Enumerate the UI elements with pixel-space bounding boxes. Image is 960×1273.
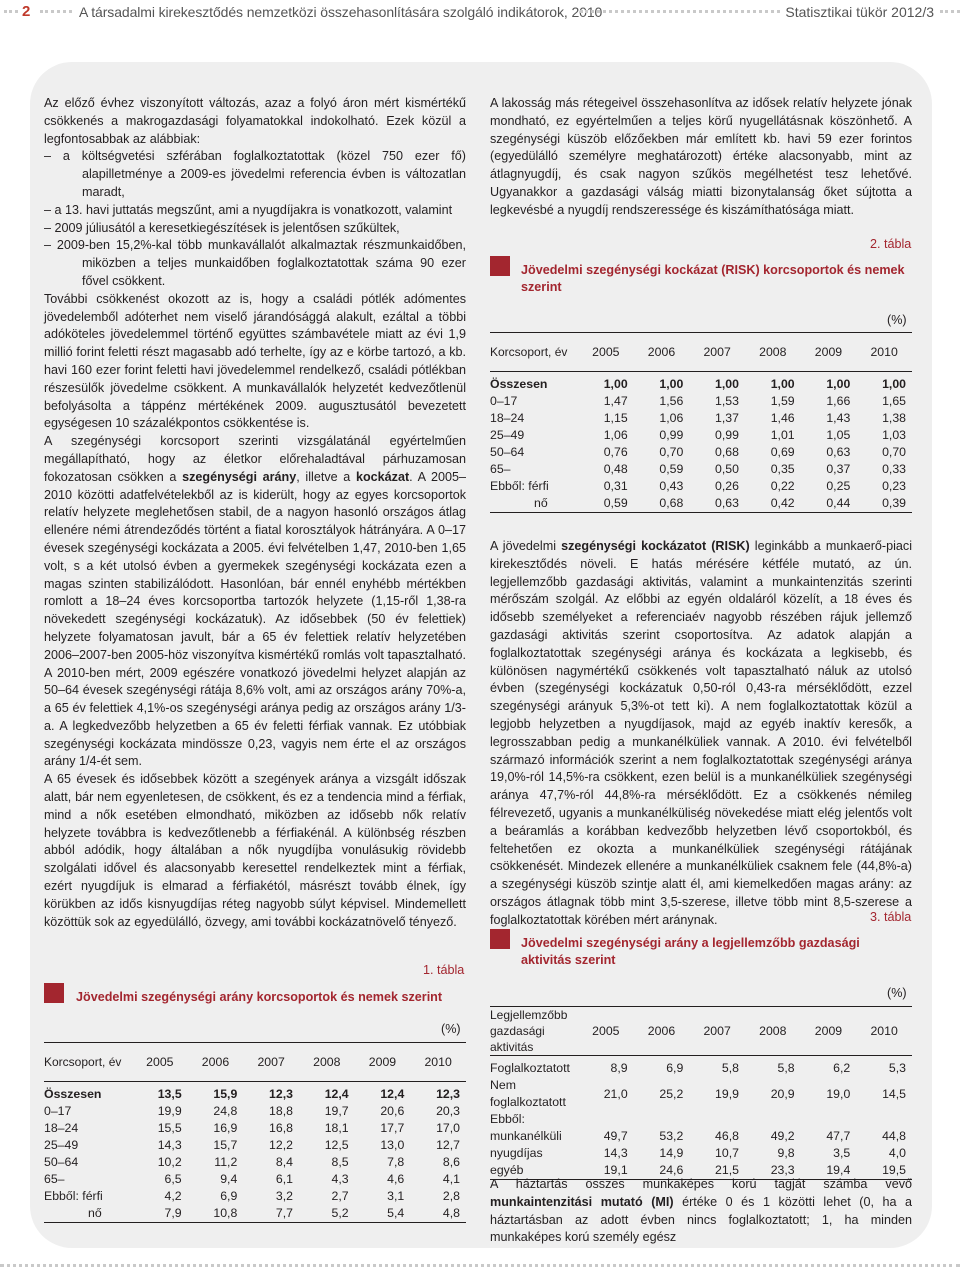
table-cell: 6,2 xyxy=(833,1061,851,1075)
table-title: Jövedelmi szegénységi arány a legjellemzőbb gazdasági aktivitás szerint xyxy=(521,936,860,967)
table-cell: 10,2 xyxy=(157,1155,182,1169)
column-header: 2009 xyxy=(355,1043,411,1082)
table-row xyxy=(490,1128,912,1145)
table-cell: 13,5 xyxy=(157,1087,182,1101)
row-label: 18–24 xyxy=(490,411,525,425)
table-cell: 1,05 xyxy=(826,428,851,442)
column-header: 2008 xyxy=(745,333,801,372)
table-cell: 0,33 xyxy=(882,462,906,476)
table-cell: 4,3 xyxy=(331,1172,349,1186)
table-cell: 1,65 xyxy=(882,394,906,408)
table-row xyxy=(490,495,912,513)
table-cell: 5,4 xyxy=(355,1205,411,1223)
table-cell: 0,76 xyxy=(603,445,628,459)
table-row xyxy=(44,1137,466,1154)
table-cell: 1,01 xyxy=(770,428,795,442)
table-cell: 0,50 xyxy=(715,462,739,476)
paragraph: A 65 évesek és idősebbek között a szegények aránya a vizsgált időszak alatt, bár nem egyenletesen, de csökkent, és ez a tendencia mind a férfiak, mind a nők esetében elmondható, miközben az idősebb nők relatív helyzete továbbra is kedvezőtlenebb a férfiakénál. A különbség részben abból adódik, hogy általában a nők nyugdíjba vonulásukig rövidebb szolgálati idővel és alacsonyabb keresettel rendelkeztek mint a férfiak, ezért nyugdíjuk is elmarad a férfiakétól, másrészt tovább élnek, így körükben az idős kisnyugdíjas réteg nagyobb súlyt képvisel. Mindemellett közöttük sok az egyedülálló, özvegy, ami további kockázatnövelő tényező. xyxy=(44,772,466,929)
table-cell: 16,8 xyxy=(269,1121,293,1135)
table-header-row xyxy=(44,1043,466,1082)
table-cell xyxy=(634,1111,690,1128)
table-cell xyxy=(578,1111,634,1128)
right-column-middle xyxy=(490,538,912,930)
table-cell: 12,2 xyxy=(269,1138,293,1152)
table-row xyxy=(490,393,912,410)
table-row xyxy=(44,1188,466,1205)
table-cell: 8,5 xyxy=(331,1155,349,1169)
table-cell: 7,9 xyxy=(132,1205,188,1223)
table-cell: 19,9 xyxy=(157,1104,182,1118)
table-cell: 18,8 xyxy=(269,1104,293,1118)
table-cell: 15,5 xyxy=(157,1121,182,1135)
table-cell: 5,8 xyxy=(721,1061,739,1075)
table-cell: 24,6 xyxy=(634,1162,690,1180)
table-cell: 14,3 xyxy=(603,1146,628,1160)
table-cell: 1,66 xyxy=(826,394,851,408)
left-column xyxy=(44,95,466,931)
table-cell: 16,9 xyxy=(213,1121,238,1135)
table-cell: 2,7 xyxy=(331,1189,349,1203)
paragraph: Az előző évhez viszonyított változás, azaz a folyó áron mért kismértékű csökkenés a makrogazdasági folyamatokkal indokolható. Ezek közül a legfontosabbak az alábbiak: xyxy=(44,96,466,146)
table-cell xyxy=(801,1111,857,1128)
table-cell: 1,00 xyxy=(659,377,684,391)
table-row xyxy=(44,1205,466,1223)
table-cell: 1,03 xyxy=(882,428,906,442)
table-cell: 4,8 xyxy=(410,1205,466,1223)
row-label: Ebből: férfi xyxy=(44,1189,103,1203)
column-header: 2007 xyxy=(243,1043,299,1082)
table-cell: 0,23 xyxy=(882,479,906,493)
column-header: 2010 xyxy=(856,333,912,372)
row-label: nyugdíjas xyxy=(490,1146,543,1160)
table-cell: 0,25 xyxy=(826,479,851,493)
table-row xyxy=(44,1154,466,1171)
table-cell: 0,68 xyxy=(634,495,690,513)
table-cell xyxy=(689,1111,745,1128)
table-cell: 0,26 xyxy=(715,479,739,493)
table-header-row xyxy=(490,333,912,372)
paragraph: A jövedelmi szegénységi kockázatot (RISK) leginkább a munkaerő-piaci kirekesztődés növeli. E hatás mérésére kétféle mutató, az ún. legjellemzőbb gazdasági aktivitás, valamint a munkaintenzitás szerinti mérőszám szolgál. Az előbbi az egyén oldaláról közelít, a 18 éves és idősebb személyeket a referenciaév nagyobb részében rájuk jellemző gazdasági aktivitás szerint csoportosítva. Az adatok alapján a foglalkoztatottak szegénységi aránya és kockázata a legkisebb, és különösen nagymértékű csökkenés volt tapasztalható náluk az utolsó évben (szegénységi kockázatuk 0,50-ról 0,43-ra mérséklődött, ezzel szegénységi arányuk 5,3%-ot tett ki). A nem foglalkoztatottak közül a legjobb helyzetben a nyugdíjasok, majd az egyéb inaktív keresők, a legrosszabban pedig a munkanélküliek vannak. A 2010. évi felvételből származó információk szerint a nem foglalkoztatottak szegénységi aránya 19,0%-ról 14,5%-ra csökkent, ezen belül is a munkanélküliek szegénységi aránya 47,7%-ról 44,8%-ra mérséklődött. Ez a csökkenés némileg félrevezető, ugyanis a munkanélküliség növekedése miatt elég jelentős volt a beáramlás a korábban kedvezőbb helyzetben lévő csoportokból, és feltehetően ez okozta a munkanélküliek szegénységi rátájának csökkenését. Mindezek ellenére a munkanélküliek csaknem fele (44,8%-a) a szegénységi küszöb szintje alatt él, ami kiemelkedően magas arány: az országos átlagnak több mint 3,5-szerese, illetve több mint 8,5-szerese a foglalkoztatottak körében mért aránynak. xyxy=(490,539,912,927)
table-cell: 23,3 xyxy=(745,1162,801,1180)
column-header: 2007 xyxy=(689,333,745,372)
page-number: 2 xyxy=(22,3,31,20)
table-cell: 19,5 xyxy=(856,1162,912,1180)
table-cell: 6,9 xyxy=(220,1189,238,1203)
data-table xyxy=(490,1006,912,1180)
table-cell: 3,5 xyxy=(833,1146,851,1160)
table-number: 1. tábla xyxy=(423,963,465,977)
bullet-item: – 2009-ben 15,2%-kal több munkavállalót alkalmaztak részmunkaidőben, miközben a teljes munkaidőben foglalkoztatottak száma 90 ezer fővel csökkent. xyxy=(44,238,466,288)
table-cell: 6,5 xyxy=(164,1172,182,1186)
table-cell: 0,42 xyxy=(745,495,801,513)
table-cell: 7,7 xyxy=(243,1205,299,1223)
table-cell: 0,63 xyxy=(826,445,851,459)
table-cell: 1,59 xyxy=(770,394,795,408)
table-total-row xyxy=(490,376,912,393)
table-cell: 47,7 xyxy=(826,1129,851,1143)
table-cell: 49,7 xyxy=(603,1129,628,1143)
table-cell: 10,8 xyxy=(188,1205,244,1223)
table-cell: 25,2 xyxy=(659,1086,684,1101)
bullet-item: – a 13. havi juttatás megszűnt, ami a nyugdíjakra is vonatkozott, valamint xyxy=(44,202,453,217)
table-marker xyxy=(490,256,510,276)
table-unit: (%) xyxy=(887,986,907,1000)
table-cell: 11,2 xyxy=(214,1155,238,1169)
table-cell xyxy=(745,1111,801,1128)
column-header: 2008 xyxy=(299,1043,355,1082)
row-label: 50–64 xyxy=(490,445,525,459)
table-row xyxy=(490,410,912,427)
table-cell: 17,0 xyxy=(436,1121,460,1135)
table-cell: 20,9 xyxy=(770,1086,795,1101)
table-unit: (%) xyxy=(887,313,907,327)
table-cell: 1,56 xyxy=(659,394,684,408)
column-header: 2007 xyxy=(689,1007,745,1056)
table-row xyxy=(44,1103,466,1120)
row-label: Összesen xyxy=(490,377,548,391)
table-cell: 0,37 xyxy=(826,462,851,476)
table-cell: 12,3 xyxy=(269,1087,293,1101)
table-header-row xyxy=(490,1007,912,1056)
table-cell: 0,63 xyxy=(689,495,745,513)
table-cell: 1,00 xyxy=(826,377,851,391)
table-cell: 0,39 xyxy=(856,495,912,513)
table-cell: 5,2 xyxy=(299,1205,355,1223)
table-row xyxy=(490,461,912,478)
column-header: 2009 xyxy=(801,333,857,372)
table-cell: 3,1 xyxy=(387,1189,405,1203)
row-label: 65– xyxy=(490,462,511,476)
table-cell: 6,9 xyxy=(666,1061,684,1075)
column-header: 2010 xyxy=(410,1043,466,1082)
table-cell: 8,4 xyxy=(275,1155,293,1169)
table-cell: 9,4 xyxy=(220,1172,238,1186)
table-cell: 0,31 xyxy=(603,479,628,493)
table-cell: 0,99 xyxy=(715,428,739,442)
table-row xyxy=(490,1077,912,1111)
right-column-top xyxy=(490,95,912,220)
row-label: 18–24 xyxy=(44,1121,79,1135)
column-header: 2006 xyxy=(634,1007,690,1056)
table-row xyxy=(44,1171,466,1188)
table-cell: 1,37 xyxy=(715,411,739,425)
row-header: Korcsoport, év xyxy=(490,333,578,372)
table-number: 2. tábla xyxy=(870,237,912,251)
table-cell: 0,59 xyxy=(578,495,634,513)
paragraph: További csökkenést okozott az is, hogy a családi pótlék adómentes jövedelemből adóterhet nem viselő járandósággá alakult, ezáltal a többi adóköteles jövedelemmel történő együttes számbavétele miatt az évi 1,9 millió forint feletti részt magasabb adó terhelte, így az e körbe tartozó, a kb. havi 160 ezer forint feletti havi jövedelemmel rendelkező, családi pótlékban részesülők jövedelme csökkent. A munkavállalók helyzetét kedvezőtlenül befolyásolta a táppénz mértékének 2009. augusztusától bevezetett egységesen 10 százalékpontos csökkentése is. xyxy=(44,291,466,431)
table-cell: 1,00 xyxy=(715,377,739,391)
table-cell: 6,1 xyxy=(275,1172,293,1186)
row-label: nő xyxy=(490,495,578,513)
column-header: 2005 xyxy=(132,1043,188,1082)
table-cell: 2,8 xyxy=(442,1189,460,1203)
table-cell: 21,5 xyxy=(689,1162,745,1180)
table-cell: 1,47 xyxy=(603,394,628,408)
table-cell: 20,6 xyxy=(380,1104,405,1118)
table-marker xyxy=(490,929,510,949)
table-cell xyxy=(856,1111,912,1128)
table-cell: 1,00 xyxy=(770,377,795,391)
table-cell: 14,5 xyxy=(882,1086,906,1101)
table-cell: 1,38 xyxy=(882,411,906,425)
table-cell: 1,53 xyxy=(715,394,739,408)
table-cell: 10,7 xyxy=(715,1146,739,1160)
table-cell: 0,59 xyxy=(659,462,684,476)
table-cell: 12,5 xyxy=(324,1138,349,1152)
table-cell: 4,1 xyxy=(442,1172,460,1186)
table-cell: 0,44 xyxy=(801,495,857,513)
table-cell: 4,2 xyxy=(164,1189,182,1203)
table-cell: 8,6 xyxy=(442,1155,460,1169)
row-label: Ebből: férfi xyxy=(490,479,549,493)
table-cell: 19,9 xyxy=(715,1086,739,1101)
table-title: Jövedelmi szegénységi kockázat (RISK) korcsoportok és nemek szerint xyxy=(521,263,905,294)
paragraph: A lakosság más rétegeivel összehasonlítva az idősek relatív helyzete jónak mondható, ez egyértelműen a teljes körű nyugellátásnak köszönhető. A szegénységi küszöb előzőekben már említett kb. havi 59 ezer forintos (egyedülálló személyre meghatározott) értéke alacsonyabb, mint az átlagnyugdíj, és csak nagyon szűkös megélhetést tesz lehetővé. Ugyanakkor a gazdasági válság miatti bizonytalanság őket sújtotta a legkevésbé a nyugdíj rendszeressége és kiszámíthatósága miatt. xyxy=(490,96,912,217)
table-cell: 5,3 xyxy=(888,1061,906,1075)
publication-series: Statisztikai tükör 2012/3 xyxy=(785,4,934,20)
table-cell: 53,2 xyxy=(659,1129,684,1143)
data-table xyxy=(44,1042,466,1223)
table-cell: 1,43 xyxy=(826,411,851,425)
table-cell: 12,3 xyxy=(436,1087,460,1101)
table-cell: 0,70 xyxy=(659,445,684,459)
table-unit: (%) xyxy=(441,1022,461,1036)
table-cell: 15,9 xyxy=(213,1087,238,1101)
column-header: 2008 xyxy=(745,1007,801,1056)
table-cell: 3,2 xyxy=(275,1189,293,1203)
row-label: munkanélküli xyxy=(490,1129,562,1143)
column-header: 2010 xyxy=(856,1007,912,1056)
table-cell: 0,22 xyxy=(770,479,795,493)
table-cell: 17,7 xyxy=(380,1121,405,1135)
table-cell: 19,7 xyxy=(324,1104,349,1118)
column-header: 2006 xyxy=(634,333,690,372)
table-cell: 5,8 xyxy=(777,1061,795,1075)
footer-rule xyxy=(0,1264,960,1267)
table-cell: 1,15 xyxy=(603,411,628,425)
column-header: 2005 xyxy=(578,1007,634,1056)
table-cell: 1,00 xyxy=(603,377,628,391)
row-label: nő xyxy=(44,1205,132,1223)
table-cell: 13,0 xyxy=(380,1138,405,1152)
table-cell: 18,1 xyxy=(324,1121,349,1135)
table-cell: 1,06 xyxy=(659,411,684,425)
table-row xyxy=(490,427,912,444)
table-cell: 0,69 xyxy=(770,445,795,459)
table-cell: 19,1 xyxy=(578,1162,634,1180)
table-cell: 1,46 xyxy=(770,411,795,425)
table-cell: 46,8 xyxy=(715,1129,739,1143)
table-cell: 0,68 xyxy=(715,445,739,459)
table-cell: 24,8 xyxy=(213,1104,238,1118)
table-cell: 0,43 xyxy=(659,479,684,493)
row-header: Legjellemzőbb gazdasági aktivitás xyxy=(490,1007,578,1056)
row-label: Nem foglalkoztatott xyxy=(490,1078,566,1109)
row-label: Ebből: xyxy=(490,1112,525,1126)
table-cell: 19,0 xyxy=(826,1086,851,1101)
table-cell: 1,06 xyxy=(603,428,628,442)
running-title: A társadalmi kirekesztődés nemzetközi összehasonlítására szolgáló indikátorok, 2010 xyxy=(79,4,603,20)
table-cell: 14,9 xyxy=(659,1146,684,1160)
table-row xyxy=(490,1145,912,1162)
row-header: Korcsoport, év xyxy=(44,1043,132,1082)
table-cell: 0,99 xyxy=(659,428,684,442)
paragraph: A szegénységi korcsoport szerinti vizsgálatánál egyértelműen megállapítható, hogy az életkor előrehaladtával párhuzamosan fokozatosan csökken a szegénységi arány, illetve a kockázat. A 2005–2010 közötti adatfelvételekből az is kiderült, hogy az egyes korcsoportok relatív helyzete meglehetősen stabil, de a nagyon hasonló országos átlag ellenére némi átrendeződés történt a fiatal korosztályok hátrányára. A 0–17 évesek szegénységi kockázata a 2005. évi felvételben 1,47, 2010-ben 1,65 volt, s a két utolsó évben a gyermekek szegénységi kockázata ezen a magas szinten stabilizálódott. Hasonlóan, bár ennél enyhébb mértékben romlott a 18–24 éves korcsoportba tartozók helyzete (1,15-ről 1,38-ra növekedett szegénységi kockázatuk). Az idősebbek (50 év felettiek) helyzete folyamatosan javult, bár a 65 év felettiek relatív helyzetében 2006–2007-ben 2005-höz viszonyítva kismértékű romlás volt tapasztalható. A 2010-ben mért, 2009 egészére vonatkozó jövedelmi helyzet alapján az 50–64 évesek szegénységi rátája 8,6% volt, ami az országos arány 70%-a, a 65 év felettiek 4,1%-os szegénységi aránya pedig az országos arány 1/3-a. A legkedvezőbb helyzetben a 65 év feletti férfiak vannak. Ez utóbbiak szegénységi kockázata mindössze 0,23, vagyis nem érte el az országos arány 1/4-ét sem. xyxy=(44,434,466,769)
bullet-item: – 2009 júliusától a keresetkiegészítések is jelentősen szűkültek, xyxy=(44,220,400,235)
column-header: 2009 xyxy=(801,1007,857,1056)
table-marker xyxy=(44,983,64,1003)
row-label: 0–17 xyxy=(490,394,518,408)
row-label: 50–64 xyxy=(44,1155,79,1169)
table-cell: 21,0 xyxy=(603,1086,628,1101)
row-label: 25–49 xyxy=(490,428,525,442)
table-number: 3. tábla xyxy=(870,910,912,924)
table-cell: 20,3 xyxy=(436,1104,460,1118)
row-label: Összesen xyxy=(44,1087,102,1101)
table-cell: 0,70 xyxy=(882,445,906,459)
table-row xyxy=(44,1120,466,1137)
table-row xyxy=(490,1111,912,1128)
table-cell: 0,35 xyxy=(770,462,795,476)
page-header xyxy=(0,0,960,28)
right-column-bottom xyxy=(490,1176,912,1247)
column-header: 2006 xyxy=(188,1043,244,1082)
row-label: egyéb xyxy=(490,1162,578,1180)
table-cell: 4,0 xyxy=(888,1146,906,1160)
row-label: 25–49 xyxy=(44,1138,79,1152)
table-cell: 19,4 xyxy=(801,1162,857,1180)
table-cell: 0,48 xyxy=(603,462,628,476)
table-cell: 15,7 xyxy=(213,1138,238,1152)
table-cell: 1,00 xyxy=(882,377,906,391)
table-cell: 49,2 xyxy=(770,1129,795,1143)
table-cell: 8,9 xyxy=(610,1061,628,1075)
table-cell: 12,4 xyxy=(380,1087,405,1101)
table-cell: 7,8 xyxy=(387,1155,405,1169)
row-label: Foglalkoztatott xyxy=(490,1061,570,1075)
column-header: 2005 xyxy=(578,333,634,372)
row-label: 65– xyxy=(44,1172,65,1186)
table-row xyxy=(490,478,912,495)
table-total-row xyxy=(44,1086,466,1103)
table-cell: 12,4 xyxy=(324,1087,349,1101)
data-table xyxy=(490,332,912,513)
table-title: Jövedelmi szegénységi arány korcsoportok és nemek szerint xyxy=(76,990,443,1004)
row-label: 0–17 xyxy=(44,1104,72,1118)
table-row xyxy=(490,1060,912,1077)
table-cell: 9,8 xyxy=(777,1146,795,1160)
table-cell: 4,6 xyxy=(387,1172,405,1186)
table-row xyxy=(490,444,912,461)
bullet-item: – a költségvetési szférában foglalkoztatottak (közel 750 ezer fő) alapilletménye a 2009-es jövedelmi referencia évben is változatlan maradt, xyxy=(44,149,466,199)
table-cell: 44,8 xyxy=(882,1129,906,1143)
table-cell: 12,7 xyxy=(436,1138,460,1152)
table-cell: 14,3 xyxy=(157,1138,182,1152)
paragraph: A háztartás összes munkaképes korú tagját számba vevő munkaintenzitási mutató (MI) értéke 0 és 1 közötti lehet (0, ha a háztartásban az adott évben nincs foglalkoztatott; 1, ha minden munkaképes korú személy egész xyxy=(490,1177,912,1245)
